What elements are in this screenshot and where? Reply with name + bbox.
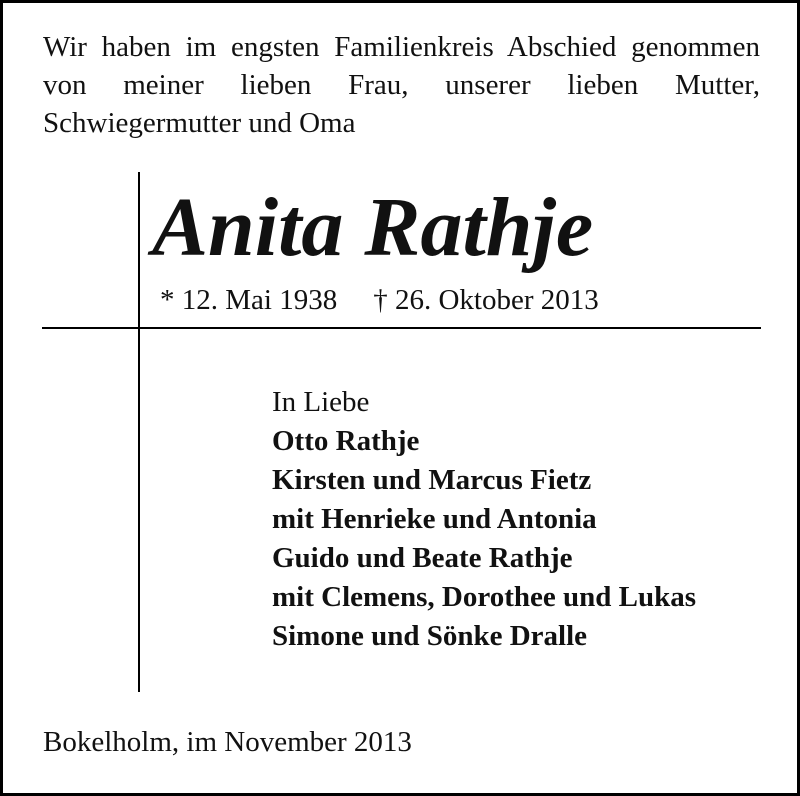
mourner-line: mit Clemens, Dorothee und Lukas [272, 581, 697, 613]
mourners-list [272, 383, 696, 656]
mourner-line: mit Henrieke und Antonia [272, 503, 597, 535]
closing-place-date: Bokelholm, im November 2013 [43, 726, 412, 758]
in-liebe-label: In Liebe [272, 386, 370, 418]
mourner-line: Simone und Sönke Dralle [272, 620, 588, 652]
intro-text: Wir haben im engsten Familienkreis Abschied genommen von meiner lieben Frau, unserer lieben Mutter, Schwiegermutter und Oma [43, 31, 760, 139]
cross-horizontal-bar [42, 327, 761, 329]
mourner-line: Otto Rathje [272, 425, 420, 457]
birth-date: * 12. Mai 1938 [160, 284, 338, 316]
mourner-line: Kirsten und Marcus Fietz [272, 464, 592, 496]
deceased-name: Anita Rathje [152, 181, 594, 274]
death-date: † 26. Oktober 2013 [373, 284, 599, 316]
mourner-line: Guido und Beate Rathje [272, 542, 573, 574]
life-dates [160, 282, 599, 318]
cross-vertical-bar [138, 172, 140, 692]
